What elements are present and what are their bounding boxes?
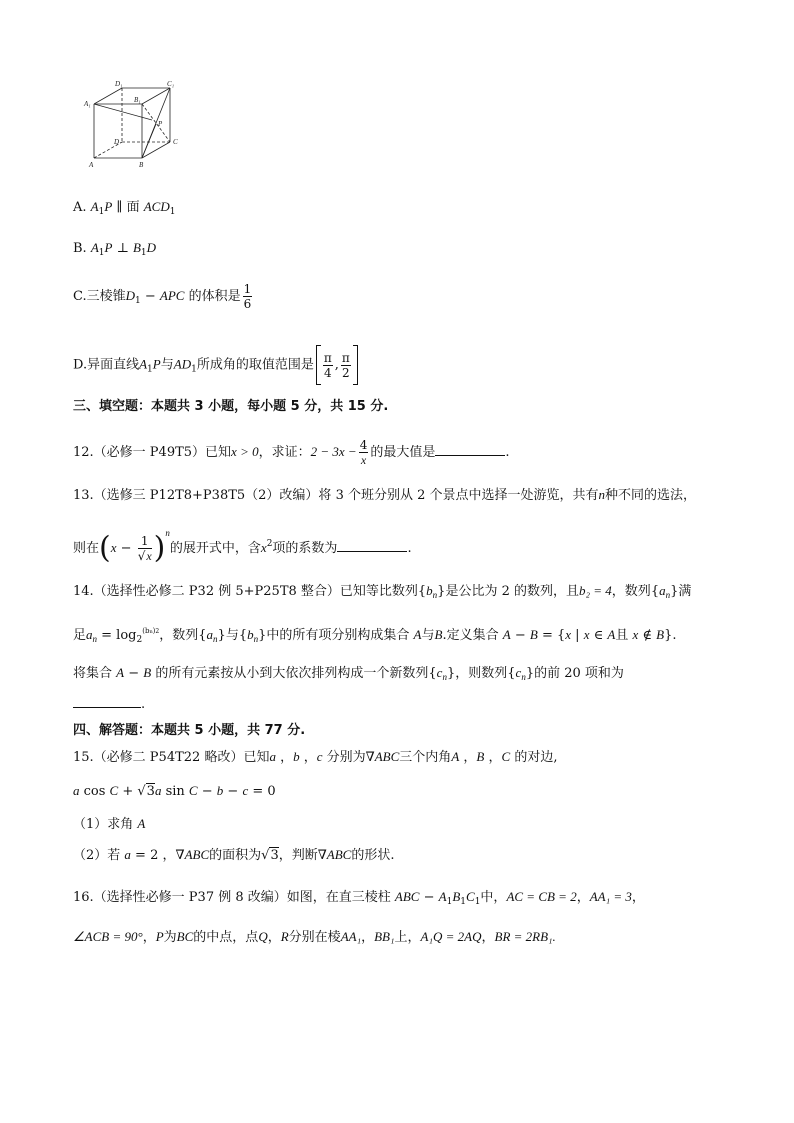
answer-blank-14[interactable] [73, 694, 141, 708]
question-15-line1: 15.（必修二 P54T22 略改）已知a ，b ，c 分别为∇ABC三个内角A ，B ，C 的对边, [73, 749, 558, 765]
section-3-title: 三、填空题：本题共 3 小题，每小题 5 分，共 15 分. [73, 399, 389, 414]
question-12: 12.（必修一 P49T5）已知x > 0，求证：2 − 3x − $\frac{4}{x}$ 的最大值是 . [73, 438, 510, 467]
option-c: C.三棱锥$D_1$ − APC 的体积是 $\frac{1}{6}$ [73, 282, 252, 311]
question-15-equation: a cos C + √3a sin C − b − c = 0 [73, 783, 276, 799]
label-C1: C₁ [167, 80, 175, 88]
question-13-line2: 则在(x − $\frac{1}{√x}$ )$^n$的展开式中，含$x^2$项的系数为 . [73, 528, 412, 566]
question-14-line3: 将集合 A − B 的所有元素按从小到大依次排列构成一个新数列$\{c_n\}$，则数列$\{c_n\}$的前 20 项和为 [73, 665, 624, 682]
question-14-line2: 足$a_n = \log_2^{(bn)2}$，数列$\{a_n\}$与$\{b_n\}$中的所有项分别构成集合 A与B.定义集合 A − B = {x | x ∈ A且 x ∉ B}. [73, 627, 677, 645]
question-16-line1: 16.（选择性必修一 P37 例 8 改编）如图，在直三棱柱 ABC − $A_1B_1C_1$中，AC = CB = 2，AA₁ = 3， [73, 889, 645, 907]
answer-blank-13[interactable] [337, 538, 407, 552]
label-P: P [158, 120, 163, 128]
label-A1: A₁ [84, 100, 91, 108]
label-B: B [139, 161, 144, 169]
label-A: A [89, 161, 94, 169]
question-16-line2: ∠ACB = 90°，P为BC的中点，点Q，R分别在棱AA₁，BB₁上，A₁Q = 2AQ，BR = 2RB₁. [73, 929, 556, 945]
option-b: B. $A_1P$ ⊥ $B_1D$ [73, 240, 157, 258]
question-15-part2: （2）若 a = 2 ，∇ABC的面积为√3，判断∇ABC的形状. [73, 847, 395, 863]
label-C: C [173, 138, 178, 146]
answer-blank-12[interactable] [435, 442, 505, 456]
label-D1: D₁ [115, 80, 123, 88]
question-15-part1: （1）求角 A [73, 816, 146, 832]
question-14-line1: 14.（选择性必修二 P32 例 5+P25T8 整合）已知等比数列$\{b_n\}$是公比为 2 的数列，且b₂ = 4，数列$\{a_n\}$满 [73, 583, 692, 600]
question-13-line1: 13.（选修三 P12T8+P38T5（2）改编）将 3 个班分别从 2 个景点中选择一处游览，共有n种不同的选法， [73, 487, 697, 503]
question-14-line4: . [73, 694, 145, 714]
option-a: A. $A_1P$ ∥ 面 $ACD_1$ [73, 199, 176, 217]
label-D: D [114, 138, 120, 146]
cube-figure [82, 78, 192, 170]
fraction-one-sixth: $\frac{1}{6}$ [243, 282, 252, 311]
option-d: D.异面直线$A_1P$与$AD_1$所成角的取值范围是 $\frac{\pi}{4}$ , $\frac{\pi}{2}$ [73, 345, 358, 385]
fraction-4-over-x: $\frac{4}{x}$ [359, 438, 368, 467]
label-B1: B₁ [134, 96, 141, 104]
section-4-title: 四、解答题：本题共 5 小题，共 77 分. [73, 723, 306, 738]
